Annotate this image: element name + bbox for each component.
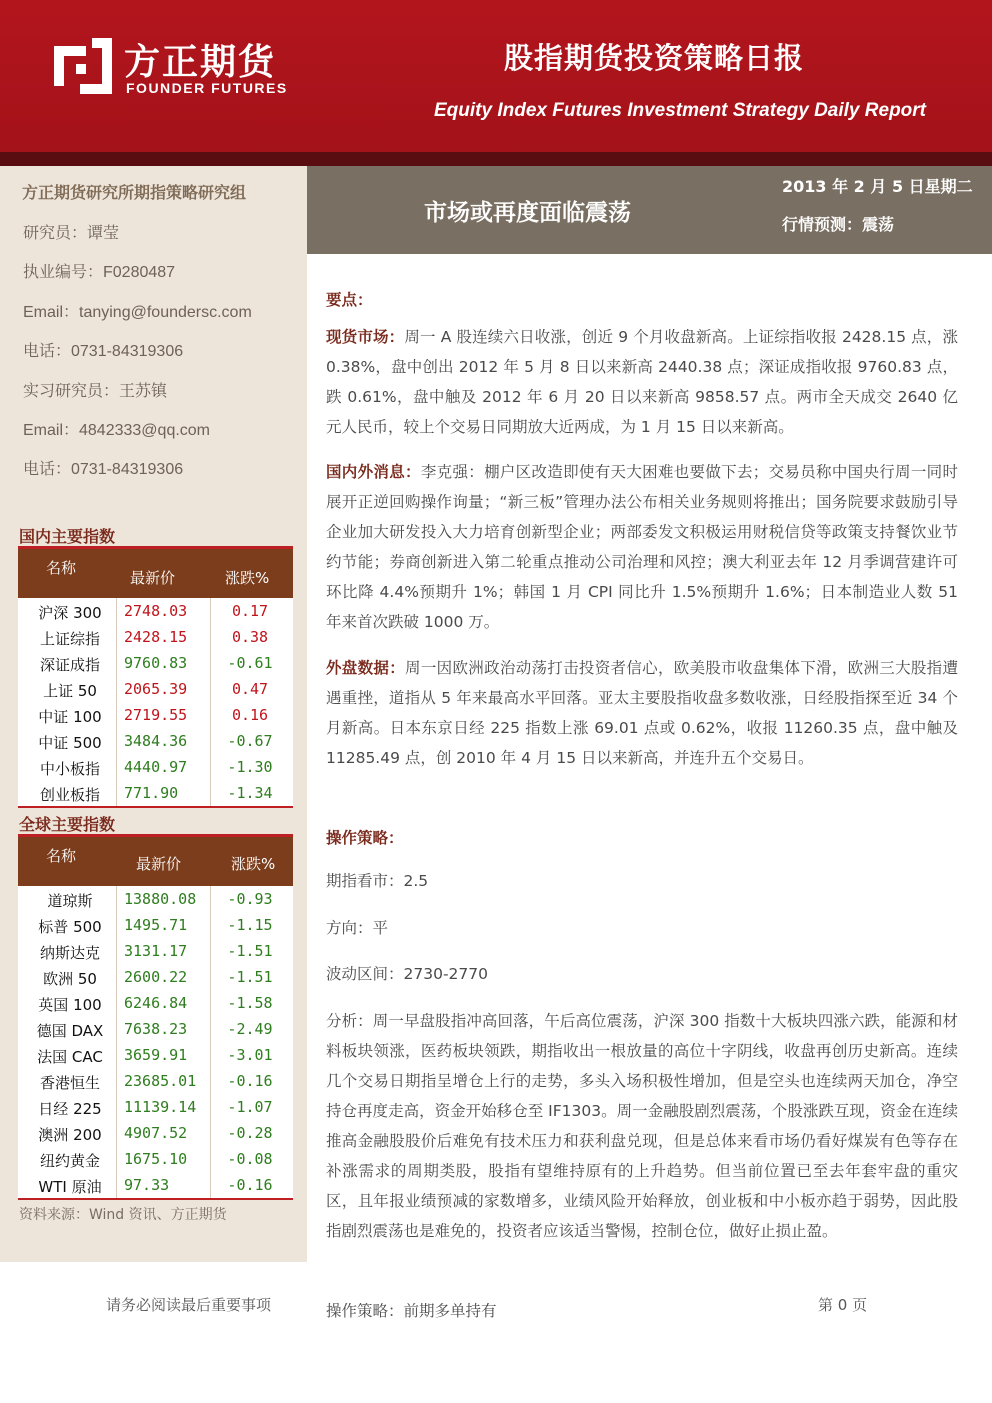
index-change: -0.93 <box>227 890 273 908</box>
index-price: 1675.10 <box>124 1150 188 1168</box>
index-name: 沪深 300 <box>38 604 102 622</box>
global-index-table <box>18 834 293 1200</box>
index-price: 3484.36 <box>124 732 188 750</box>
intern-email[interactable]: Email：4842333@qq.com <box>23 422 211 439</box>
news-label: 国内外消息： <box>326 463 421 481</box>
index-change: -0.16 <box>227 1072 273 1090</box>
index-price: 2065.39 <box>124 680 188 698</box>
index-change: -1.58 <box>227 994 273 1012</box>
index-price: 6246.84 <box>124 994 188 1012</box>
intern-phone: 电话：0731-84319306 <box>23 461 184 478</box>
index-price: 771.90 <box>124 784 179 802</box>
founder-logo-icon <box>52 36 114 96</box>
column-divider <box>116 702 117 728</box>
column-divider <box>210 912 211 938</box>
column-divider <box>116 1094 117 1120</box>
column-divider <box>116 650 117 676</box>
column-divider <box>116 676 117 702</box>
news-paragraph <box>326 457 958 637</box>
index-name: 创业板指 <box>39 786 100 804</box>
section-title: 市场或再度面临震荡 <box>424 200 631 226</box>
table-header <box>18 546 293 598</box>
header-price: 最新价 <box>136 855 182 873</box>
column-divider <box>210 702 211 728</box>
column-divider <box>210 650 211 676</box>
report-date: 2013 年 2 月 5 日星期二 <box>782 177 973 196</box>
column-divider <box>116 912 117 938</box>
column-divider <box>116 1016 117 1042</box>
index-name: 香港恒生 <box>39 1074 100 1092</box>
table-row <box>18 676 293 702</box>
column-divider <box>210 1016 211 1042</box>
table-row <box>18 886 293 912</box>
index-change: 0.38 <box>231 628 269 646</box>
table-row <box>18 990 293 1016</box>
analyst-phone: 电话：0731-84319306 <box>23 343 184 360</box>
index-change: 0.16 <box>231 706 269 724</box>
column-divider <box>210 754 211 780</box>
table-body <box>18 886 293 1200</box>
index-price: 13880.08 <box>124 890 197 908</box>
logo-text-cn: 方正期货 <box>124 42 277 83</box>
column-divider <box>210 886 211 912</box>
index-name: 上证综指 <box>39 630 100 648</box>
index-change: -2.49 <box>227 1020 273 1038</box>
index-change: -1.51 <box>227 968 273 986</box>
index-price: 3659.91 <box>124 1046 188 1064</box>
index-price: 1495.71 <box>124 916 188 934</box>
table-row <box>18 780 293 806</box>
external-market-paragraph <box>326 653 958 773</box>
column-divider <box>116 938 117 964</box>
index-change: -1.51 <box>227 942 273 960</box>
column-divider <box>210 1094 211 1120</box>
external-market-label: 外盘数据： <box>326 659 406 677</box>
column-divider <box>210 624 211 650</box>
index-price: 2428.15 <box>124 628 188 646</box>
index-name: 中证 500 <box>38 734 102 752</box>
column-divider <box>116 728 117 754</box>
news-text: 李克强：棚户区改造即使有天大困难也要做下去；交易员称中国央行周一同时展开正逆回购操作询量；“新三板”管理办法公布相关业务规则将推出；国务院要求鼓励引导企业加大研发投入大力培育创新型企业；两部委发文积极运用财税信贷等政策支持餐饮业节约节能；券商创新进入第二轮重点推动公司治理和风控；澳大利亚去年 12 月季调营建许可环比降 4.4%预期升 1%；韩国 1 月 CPI 同比升 1.5%预期升 1.6%；日本制造业人数 51 年来首次跌破 1000 万。 <box>326 463 958 631</box>
table-body <box>18 598 293 808</box>
column-divider <box>116 780 117 806</box>
header-name: 名称 <box>46 559 77 577</box>
index-name: 法国 CAC <box>37 1048 103 1066</box>
index-price: 97.33 <box>124 1176 170 1194</box>
table-row <box>18 938 293 964</box>
index-name: 标普 500 <box>38 918 102 936</box>
index-change: -1.15 <box>227 916 273 934</box>
column-divider <box>210 990 211 1016</box>
index-name: 英国 100 <box>38 996 102 1014</box>
license-number: 执业编号：F0280487 <box>23 264 176 281</box>
page-number: 第 0 页 <box>818 1296 868 1314</box>
index-name: 深证成指 <box>39 656 100 674</box>
column-divider <box>210 1146 211 1172</box>
column-divider <box>210 728 211 754</box>
index-change: -3.01 <box>227 1046 273 1064</box>
strategy-heading: 操作策略： <box>326 829 404 847</box>
research-group: 方正期货研究所期指策略研究组 <box>22 183 247 202</box>
column-divider <box>116 1120 117 1146</box>
index-name: 欧洲 50 <box>43 970 97 988</box>
report-subtitle: Equity Index Futures Investment Strategy Daily Report <box>434 100 926 121</box>
table-row <box>18 702 293 728</box>
table-row <box>18 912 293 938</box>
column-divider <box>116 1172 117 1198</box>
report-title: 股指期货投资策略日报 <box>504 41 805 75</box>
index-price: 23685.01 <box>124 1072 197 1090</box>
index-price: 3131.17 <box>124 942 188 960</box>
column-divider <box>116 1068 117 1094</box>
table-row <box>18 1120 293 1146</box>
table-row <box>18 728 293 754</box>
table-row <box>18 1016 293 1042</box>
header-name: 名称 <box>46 847 77 865</box>
table-row <box>18 754 293 780</box>
global-table-title: 全球主要指数 <box>19 815 116 834</box>
table-row <box>18 650 293 676</box>
index-name: 澳洲 200 <box>38 1126 102 1144</box>
external-market-text: 周一因欧洲政治动荡打击投资者信心，欧美股市收盘集体下滑，欧洲三大股指遭遇重挫，道指从 5 年来最高水平回落。亚太主要股指收盘多数收涨，日经股指探至近 34 个月新高。日本东京日经 225 指数上涨 69.01 点或 0.62%，收报 11260.35 点，盘中触及 11285.49 点，创 2010 年 4 月 15 日以来新高，并连升五个交易日。 <box>326 659 958 767</box>
analysis-paragraph: 分析：周一早盘股指冲高回落，午后高位震荡，沪深 300 指数十大板块四涨六跌，能源和材料板块领涨，医药板块领跌，期指收出一根放量的高位十字阴线，收盘再创历史新高。连续几个交易日期指呈增仓上行的走势，多头入场积极性增加，但是空头也连续两天加仓，净空持仓再度走高，资金开始移仓至 IF1303。周一金融股剧烈震荡，个股涨跌互现，资金在连续推高金融股股价后难免有技术压力和获利盘兑现，但是总体来看市场仍看好煤炭有色等存在补涨需求的周期类股，股指有望维持原有的上升趋势。但当前位置已至去年套牢盘的重灾区，且年报业绩预减的家数增多，业绩风险开始释放，创业板和中小板亦趋于弱势，因此股指剧烈震荡也是难免的，投资者应该适当警惕，控制仓位，做好止损止盈。 <box>326 1012 958 1240</box>
column-divider <box>210 676 211 702</box>
index-name: 中小板指 <box>39 760 100 778</box>
index-change: 0.47 <box>231 680 269 698</box>
index-price: 4907.52 <box>124 1124 188 1142</box>
index-name: 纳斯达克 <box>39 944 100 962</box>
column-divider <box>116 598 117 624</box>
column-divider <box>210 1068 211 1094</box>
index-change: -1.30 <box>227 758 273 776</box>
analyst-email[interactable]: Email：tanying@foundersc.com <box>23 304 252 321</box>
index-change: -0.08 <box>227 1150 273 1168</box>
column-divider <box>210 1120 211 1146</box>
column-divider <box>210 1172 211 1198</box>
index-name: 日经 225 <box>38 1100 102 1118</box>
column-divider <box>116 964 117 990</box>
index-price: 9760.83 <box>124 654 188 672</box>
index-name: 德国 DAX <box>36 1022 104 1040</box>
spot-market-text: 周一 A 股连续六日收涨，创近 9 个月收盘新高。上证综指收报 2428.15 点，涨 0.38%，盘中创出 2012 年 5 月 8 日以来新高 2440.38 点；深证成指收报 9760.83 点，跌 0.61%，盘中触及 2012 年 6 月 20 日以来新高 9858.57 点。两市全天成交 2640 亿元人民币，较上个交易日同期放大近两成，为 1 月 15 日以来新高。 <box>326 328 958 436</box>
index-price: 2748.03 <box>124 602 188 620</box>
header-stripe <box>0 152 992 166</box>
header-price: 最新价 <box>130 569 176 587</box>
index-price: 4440.97 <box>124 758 188 776</box>
key-points-heading: 要点： <box>326 291 373 309</box>
spot-market-label: 现货市场： <box>326 328 405 346</box>
index-change: -0.61 <box>227 654 273 672</box>
operation-line: 操作策略：前期多单持有 <box>326 1302 497 1320</box>
index-price: 2600.22 <box>124 968 188 986</box>
index-change: -1.07 <box>227 1098 273 1116</box>
index-name: WTI 原油 <box>38 1178 102 1196</box>
table-header <box>18 834 293 886</box>
index-change: -0.28 <box>227 1124 273 1142</box>
table-row <box>18 964 293 990</box>
table-row <box>18 1146 293 1172</box>
header-change: 涨跌% <box>231 855 276 873</box>
column-divider <box>210 938 211 964</box>
source-note: 资料来源：Wind 资讯、方正期货 <box>19 1207 227 1223</box>
index-price: 7638.23 <box>124 1020 188 1038</box>
index-name: 上证 50 <box>43 682 97 700</box>
column-divider <box>116 990 117 1016</box>
table-row <box>18 598 293 624</box>
range-line: 波动区间：2730-2770 <box>326 965 488 983</box>
column-divider <box>210 780 211 806</box>
market-forecast: 行情预测：震荡 <box>782 215 895 234</box>
table-row <box>18 1172 293 1198</box>
domestic-index-table <box>18 546 293 808</box>
index-name: 纽约黄金 <box>39 1152 100 1170</box>
table-row <box>18 1068 293 1094</box>
column-divider <box>210 1042 211 1068</box>
header-change: 涨跌% <box>225 569 270 587</box>
index-name: 中证 100 <box>38 708 102 726</box>
column-divider <box>116 1146 117 1172</box>
column-divider <box>210 598 211 624</box>
column-divider <box>116 754 117 780</box>
index-name: 道琼斯 <box>47 892 93 910</box>
index-change: 0.17 <box>231 602 269 620</box>
index-change: -0.67 <box>227 732 273 750</box>
index-change: -1.34 <box>227 784 273 802</box>
footer-notice: 请务必阅读最后重要事项 <box>106 1296 272 1314</box>
spot-market-paragraph <box>326 322 958 442</box>
table-row <box>18 624 293 650</box>
index-price: 2719.55 <box>124 706 188 724</box>
direction-line: 方向：平 <box>326 919 389 937</box>
column-divider <box>116 624 117 650</box>
logo-text-en: FOUNDER FUTURES <box>126 80 288 96</box>
domestic-table-title: 国内主要指数 <box>19 527 116 546</box>
intern-name: 实习研究员：王苏镇 <box>23 383 168 400</box>
index-change: -0.16 <box>227 1176 273 1194</box>
table-row <box>18 1094 293 1120</box>
column-divider <box>116 886 117 912</box>
column-divider <box>210 964 211 990</box>
table-row <box>18 1042 293 1068</box>
index-price: 11139.14 <box>124 1098 197 1116</box>
outlook-line: 期指看市：2.5 <box>326 872 429 890</box>
analyst-name: 研究员：谭莹 <box>23 225 120 242</box>
column-divider <box>116 1042 117 1068</box>
